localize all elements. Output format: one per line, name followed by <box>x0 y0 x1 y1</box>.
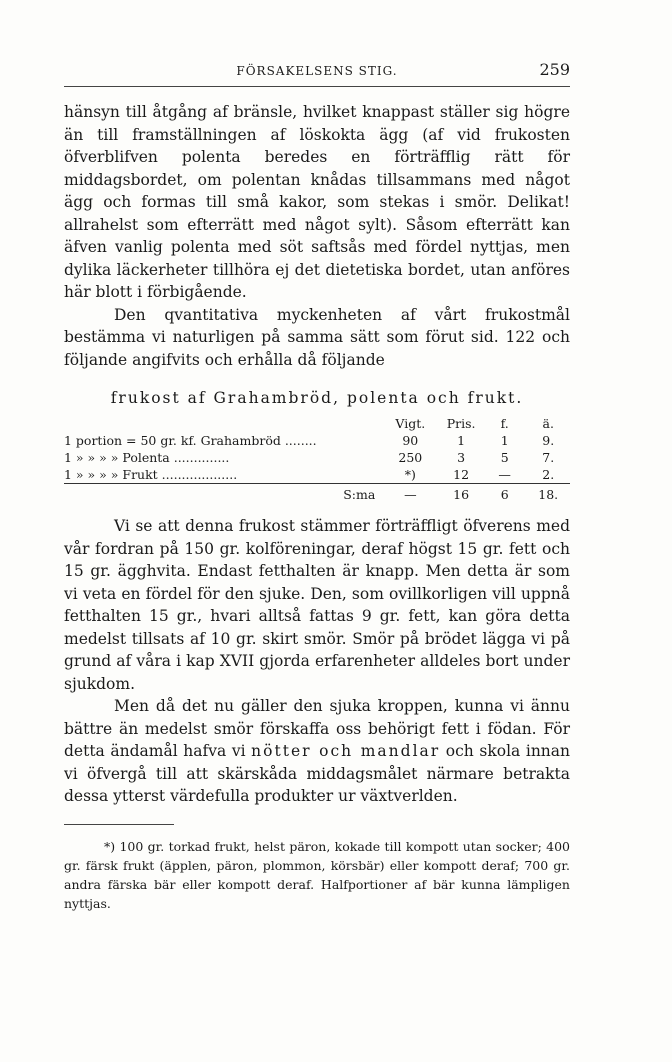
table-sum-row: S:ma — 16 6 18. <box>343 487 559 502</box>
footnote <box>64 837 570 913</box>
paragraph-1: hänsyn till åtgång af bränsle, hvilket knappast ställer sig högre än till framställningen af löskokta ägg (af vid frukosten öfverblifven polenta beredes en förträfflig rätt för middagsbordet, om polentan knådas tillsammans med något ägg och formas till små kakor, som stekas i smör. Delikat! allrahelst som efterrätt med något sylt). Såsom efterrätt kan äfven vanlig polenta med söt saftsås med fördel nyttjas, men dylika läckerheter tillhöra ej det dietetiska bordet, utan anföres här blott i förbigående. <box>64 103 570 301</box>
paragraph-4: Men då det nu gäller den sjuka kroppen, kunna vi ännu bättre än medelst smör förskaffa oss behörigt fett i födan. För detta ändamål hafva vi nötter och mandlar och skola innan vi öfvergå till att skärskåda middagsmålet närmare betrakta dessa ytterst värdefulla produkter ur växtverlden. <box>64 697 571 805</box>
emphasis-nuts: nötter och mandlar <box>251 742 441 760</box>
col-header-f: f. <box>500 416 509 431</box>
table-header-row <box>64 415 570 432</box>
col-header-pris: Pris. <box>446 416 476 431</box>
table-row: 1 » » » » Polenta .............. 250 3 5 7. <box>64 450 555 465</box>
table-title: frukost af Grahambröd, polenta och frukt. <box>110 389 524 407</box>
running-title: FÖRSAKELSENS STIG. <box>236 64 398 78</box>
table-row: 1 » » » » Frukt ................... *) 12 — 2. <box>64 466 570 484</box>
paragraph-2: Den qvantitativa myckenheten af vårt frukostmål bestämma vi naturligen på samma sätt som förut sid. 122 och följande angifvits och erhålla då följande <box>64 305 570 369</box>
body-text <box>64 101 570 371</box>
running-head <box>64 58 570 84</box>
footnote-separator <box>64 824 174 825</box>
footnote-text: *) 100 gr. torkad frukt, helst päron, kokade till kompott utan socker; 400 gr. färsk frukt (äpplen, päron, plommon, körsbär) eller kompott deraf; 700 gr. andra färska bär eller kompott deraf. Halfportioner af bär kunna lämpligen nyttjas. <box>64 838 570 911</box>
book-page <box>64 58 570 913</box>
paragraph-3: Vi se att denna frukost stämmer förträffligt öfverens med vår fordran på 150 gr. kolföreningar, deraf högst 15 gr. fett och 15 gr. ägghvita. Endast fetthalten är knapp. Men detta är som vi veta en fördel för den sjuke. Den, som ovillkorligen vill uppnå fetthalten 15 gr., hvari alltså fattas 9 gr. fett, kan göra detta medelst tillsats af 10 gr. skirt smör. Smör på brödet lägga vi på grund af våra i kap XVII gjorda erfarenheter alldeles bort under sjukdom. <box>64 517 570 693</box>
col-header-vigt: Vigt. <box>395 416 426 431</box>
body-text-2 <box>64 515 570 808</box>
page-number: 259 <box>539 60 570 79</box>
breakfast-table <box>64 415 570 503</box>
col-header-a: ä. <box>542 416 554 431</box>
header-rule <box>64 86 570 87</box>
table-row: 1 portion = 50 gr. kf. Grahambröd ........ 90 1 1 9. <box>64 433 555 448</box>
